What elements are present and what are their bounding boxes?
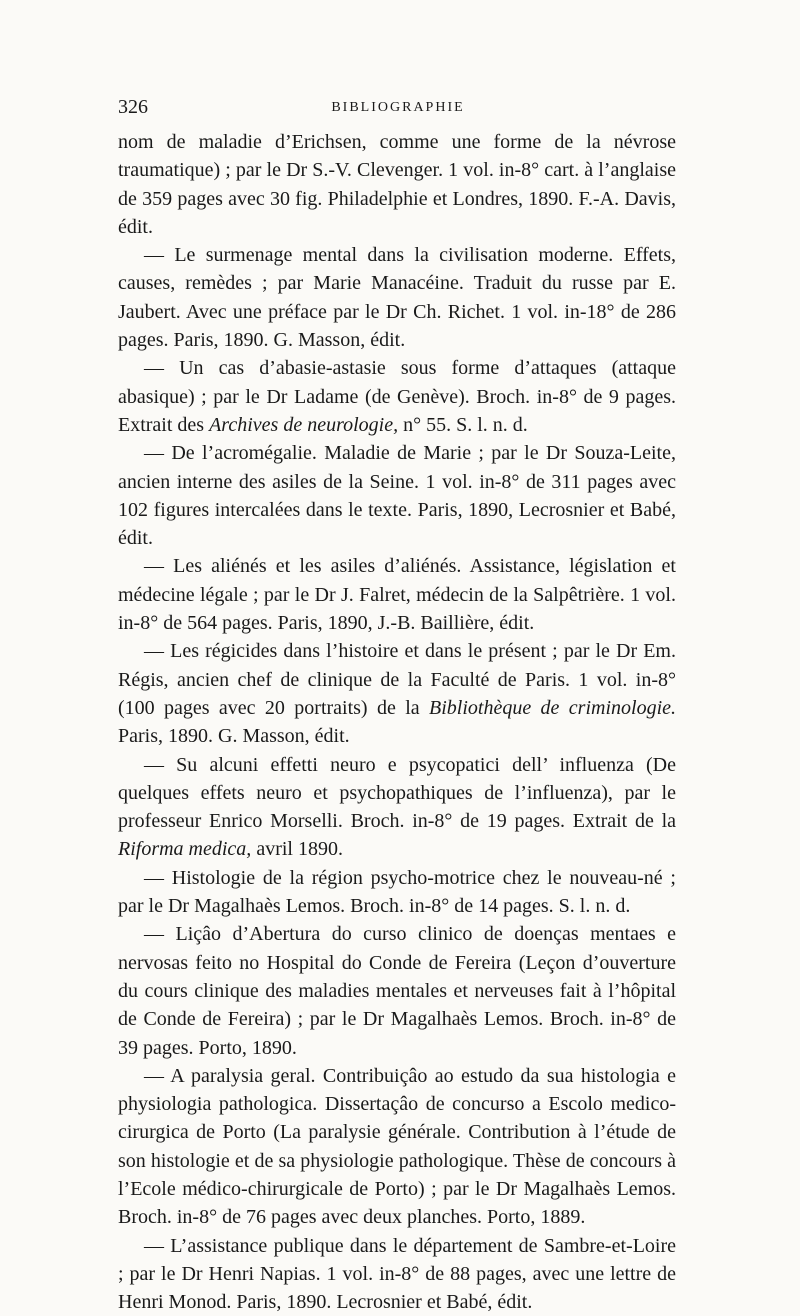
bibliography-entry: — Un cas d’abasie-astasie sous forme d’attaques (attaque abasique) ; par le Dr Ladame (de Genève). Broch. in-8° de 9 pages. Extrait des Archives de neurologie, n° 55. S. l. n. d. bbox=[118, 357, 676, 436]
bibliography-entry: — Les aliénés et les asiles d’aliénés. Assistance, législation et médecine légale ; par le Dr J. Falret, médecin de la Salpêtrière. 1 vol. in-8° de 564 pages. Paris, 1890, J.-B. Baillière, édit. bbox=[118, 555, 676, 635]
running-head bbox=[118, 96, 678, 116]
bibliography-entry: — Liçâo d’Abertura do curso clinico de doenças mentaes e nervosas feito no Hospital do Conde de Fereira (Leçon d’ouverture du cours clinique des maladies mentales et nerveuses fait à l’hôpital de Conde de Fereira) ; par le Dr Magalhaès Lemos. Broch. in-8° de 39 pages. Porto, 1890. bbox=[118, 923, 676, 1059]
page-number: 326 bbox=[118, 96, 148, 118]
bibliography-entry: nom de maladie d’Erichsen, comme une forme de la névrose traumatique) ; par le Dr S.-V. Clevenger. 1 vol. in-8° cart. à l’anglaise de 359 pages avec 30 fig. Philadelphie et Londres, 1890. F.-A. Davis, édit. bbox=[118, 131, 676, 238]
bibliography-entry: — Les régicides dans l’histoire et dans le présent ; par le Dr Em. Régis, ancien chef de clinique de la Faculté de Paris. 1 vol. in-8° (100 pages avec 20 portraits) de la Bibliothèque de criminologie. Paris, 1890. G. Masson, édit. bbox=[118, 640, 677, 748]
bibliography-entry: — De l’acromégalie. Maladie de Marie ; par le Dr Souza-Leite, ancien interne des asiles de la Seine. 1 vol. in-8° de 311 pages avec 102 figures intercalées dans le texte. Paris, 1890, Lecrosnier et Babé, édit. bbox=[118, 442, 676, 550]
bibliography-entry: — Histologie de la région psycho-motrice chez le nouveau-né ; par le Dr Magalhaès Lemos. Broch. in-8° de 14 pages. S. l. n. d. bbox=[118, 866, 676, 918]
bibliography-entry: — Le surmenage mental dans la civilisation moderne. Effets, causes, remèdes ; par Marie Manacéine. Traduit du russe par E. Jaubert. Avec une préface par le Dr Ch. Richet. 1 vol. in-18° de 286 pages. Paris, 1890. G. Masson, édit. bbox=[118, 244, 676, 352]
bibliography-entry: — L’assistance publique dans le département de Sambre-et-Loire ; par le Dr Henri Napias. 1 vol. in-8° de 88 pages, avec une lettre de Henri Monod. Paris, 1890. Lecrosnier et Babé, édit. bbox=[118, 1234, 676, 1314]
bibliography-entry: — A paralysia geral. Contribuiçâo ao estudo da sua histologia e physiologia pathologica. Dissertaçâo de concurso a Escolo medico-cirurgica de Porto (La paralysie générale. Contribution à l’étude de son histologie et de sa physiologie pathologique. Thèse de concours à l’Ecole médico-chirurgicale de Porto) ; par le Dr Magalhaès Lemos. Broch. in-8° de 76 pages avec deux planches. Porto, 1889. bbox=[118, 1064, 676, 1229]
bibliography-entry: — Su alcuni effetti neuro e psycopatici dell’ influenza (De quelques effets neuro et psychopathiques de l’influenza), par le professeur Enrico Morselli. Broch. in-8° de 19 pages. Extrait de la Riforma medica, avril 1890. bbox=[118, 753, 676, 861]
running-title: BIBLIOGRAPHIE bbox=[331, 100, 465, 115]
bibliography-body bbox=[118, 128, 676, 1316]
